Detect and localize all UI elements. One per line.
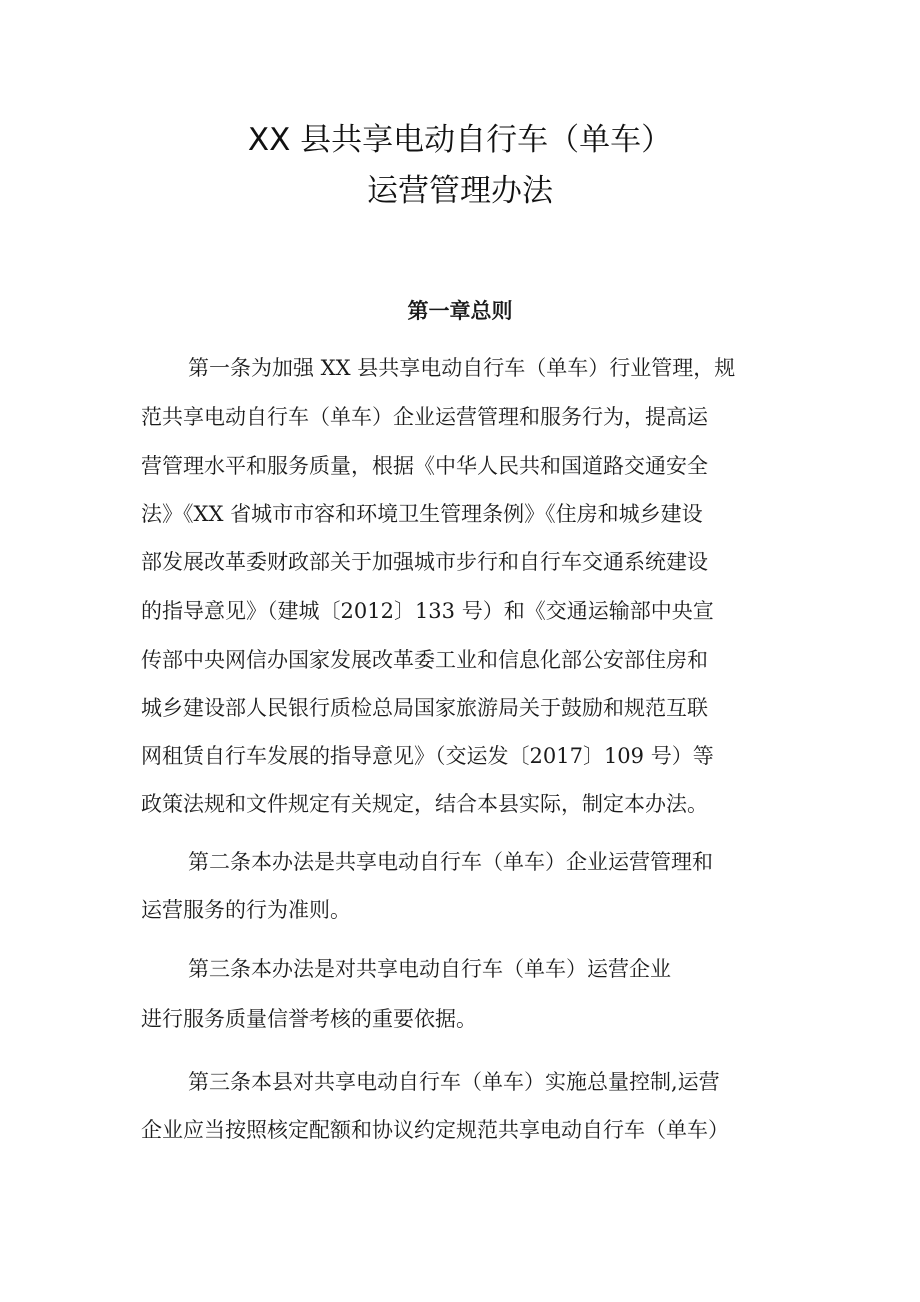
article-3-line: 第三条本办法是对共享电动自行车（单车）运营企业	[188, 957, 671, 981]
document-title-line-1: XX 县共享电动自行车（单车）	[247, 122, 673, 158]
article-1-line: 范共享电动自行车（单车）企业运营管理和服务行为，提高运	[141, 405, 708, 429]
article-1-line: 城乡建设部人民银行质检总局国家旅游局关于鼓励和规范互联	[141, 696, 708, 720]
article-1-line: 传部中央网信办国家发展改革委工业和信息化部公安部住房和	[141, 648, 708, 672]
article-2-line: 运营服务的行为准则。	[141, 898, 351, 922]
article-4-line: 企业应当按照核定配额和协议约定规范共享电动自行车（单车）	[141, 1118, 729, 1142]
article-4-line: 第三条本县对共享电动自行车（单车）实施总量控制,运营	[188, 1070, 720, 1094]
article-3-line: 进行服务质量信誉考核的重要依据。	[141, 1007, 477, 1031]
article-2-line: 第二条本办法是共享电动自行车（单车）企业运营管理和	[188, 850, 713, 874]
chapter-heading: 第一章总则	[407, 298, 513, 323]
article-1-line: 政策法规和文件规定有关规定，结合本县实际，制定本办法。	[141, 792, 708, 816]
article-1-line: 部发展改革委财政部关于加强城市步行和自行车交通系统建设	[141, 550, 708, 574]
article-1-line: 第一条为加强 XX 县共享电动自行车（单车）行业管理，规	[188, 356, 736, 380]
article-1-line: 网租赁自行车发展的指导意见》（交运发〔2017〕109 号）等	[141, 744, 714, 768]
document-title-line-2: 运营管理办法	[367, 173, 553, 209]
article-1-line: 的指导意见》（建城〔2012〕133 号）和《交通运输部中央宣	[141, 599, 714, 623]
article-1-line: 法》《XX 省城市市容和环境卫生管理条例》《住房和城乡建设	[141, 502, 703, 526]
article-1-line: 营管理水平和服务质量，根据《中华人民共和国道路交通安全	[141, 454, 708, 478]
